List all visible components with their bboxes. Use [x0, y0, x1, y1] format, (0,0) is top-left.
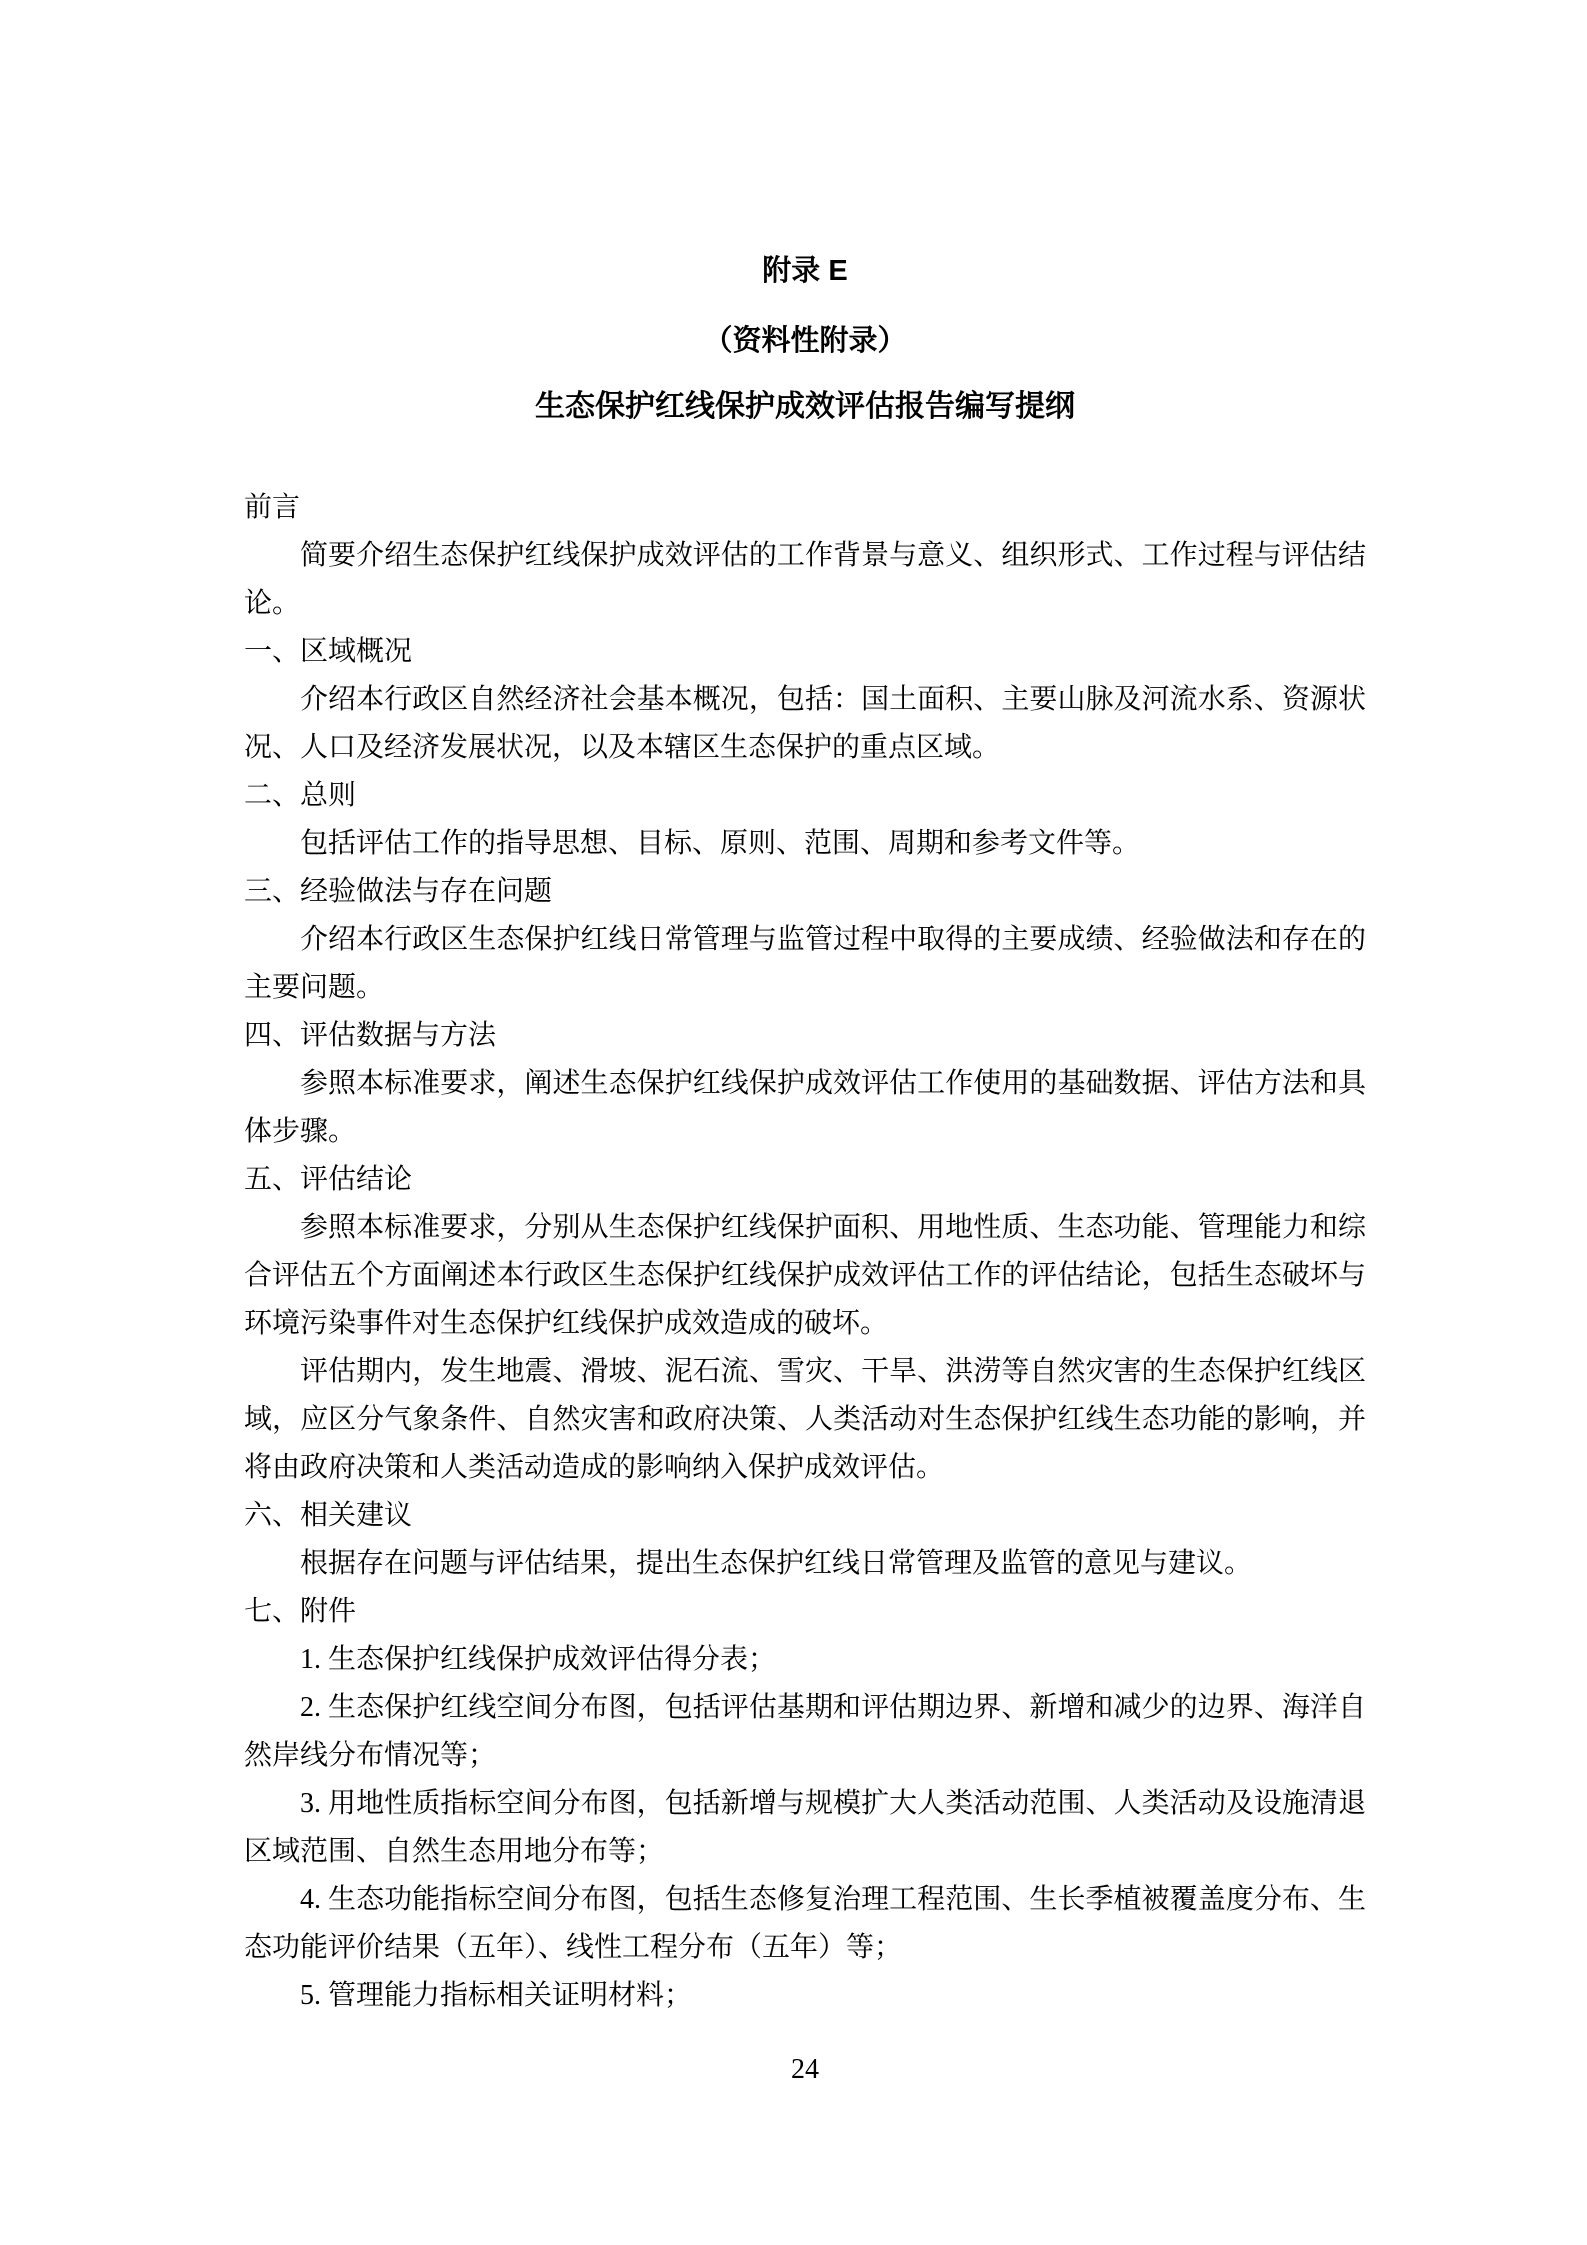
paragraph: 介绍本行政区自然经济社会基本概况，包括：国土面积、主要山脉及河流水系、资源状况、人口及经济发展状况，以及本辖区生态保护的重点区域。 — [244, 684, 1366, 763]
list-item: 3. 用地性质指标空间分布图，包括新增与规模扩大人类活动范围、人类活动及设施清退区域范围、自然生态用地分布等； — [244, 1788, 1366, 1867]
document-content — [244, 0, 1366, 2094]
title-block — [244, 0, 1366, 426]
heading-suggestions: 六、相关建议 — [244, 1500, 413, 1531]
paragraph: 介绍本行政区生态保护红线日常管理与监管过程中取得的主要成绩、经验做法和存在的主要问题。 — [244, 924, 1366, 1003]
document-title: 生态保护红线保护成效评估报告编写提纲 — [535, 390, 1075, 423]
appendix-label: 附录 E — [762, 255, 848, 287]
list-item: 1. 生态保护红线保护成效评估得分表； — [300, 1644, 777, 1675]
heading-attachments: 七、附件 — [244, 1596, 357, 1627]
document-body — [244, 484, 1366, 2020]
paragraph: 评估期内，发生地震、滑坡、泥石流、雪灾、干旱、洪涝等自然灾害的生态保护红线区域，应区分气象条件、自然灾害和政府决策、人类活动对生态保护红线生态功能的影响，并将由政府决策和人类活动造成的影响纳入保护成效评估。 — [244, 1356, 1366, 1483]
paragraph: 简要介绍生态保护红线保护成效评估的工作背景与意义、组织形式、工作过程与评估结论。 — [244, 540, 1366, 619]
paragraph: 参照本标准要求，分别从生态保护红线保护面积、用地性质、生态功能、管理能力和综合评估五个方面阐述本行政区生态保护红线保护成效评估工作的评估结论，包括生态破坏与环境污染事件对生态保护红线保护成效造成的破坏。 — [244, 1212, 1366, 1339]
heading-conclusions: 五、评估结论 — [244, 1164, 413, 1195]
paragraph: 参照本标准要求，阐述生态保护红线保护成效评估工作使用的基础数据、评估方法和具体步骤。 — [244, 1068, 1366, 1147]
appendix-note: （资料性附录） — [703, 325, 907, 357]
heading-data-methods: 四、评估数据与方法 — [244, 1020, 497, 1051]
heading-general-rules: 二、总则 — [244, 780, 357, 811]
heading-region-overview: 一、区域概况 — [244, 636, 413, 667]
heading-experience-issues: 三、经验做法与存在问题 — [244, 876, 553, 907]
list-item: 2. 生态保护红线空间分布图，包括评估基期和评估期边界、新增和减少的边界、海洋自然岸线分布情况等； — [244, 1692, 1366, 1771]
list-item: 4. 生态功能指标空间分布图，包括生态修复治理工程范围、生长季植被覆盖度分布、生态功能评价结果（五年）、线性工程分布（五年）等； — [244, 1884, 1366, 1963]
paragraph: 包括评估工作的指导思想、目标、原则、范围、周期和参考文件等。 — [300, 828, 1141, 859]
page-number: 24 — [791, 2054, 819, 2085]
heading-foreword: 前言 — [244, 492, 301, 523]
paragraph: 根据存在问题与评估结果，提出生态保护红线日常管理及监管的意见与建议。 — [300, 1548, 1253, 1579]
list-item: 5. 管理能力指标相关证明材料； — [300, 1980, 693, 2011]
